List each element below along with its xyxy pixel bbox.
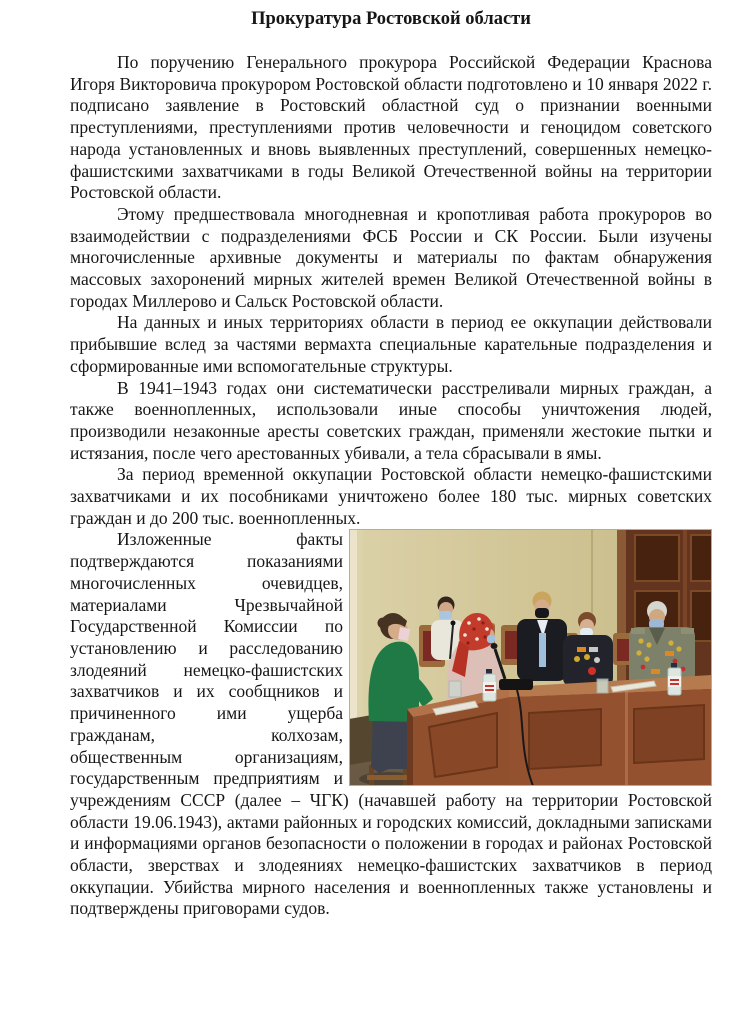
paragraph-1: По поручению Генерального прокурора Российской Федерации Краснова Игоря Викторовича прокурором Ростовской области подготовлено и 10 января 2022 г. подписано заявление в Ростовский областной суд о признании военными преступлениями, преступлениями против человечности и геноцидом советского народа установленных и вновь выявленных преступлений, совершенных немецко-фашистскими захватчиками в годы Великой Отечественной войны на территории Ростовской области. — [70, 52, 712, 203]
meeting-photo — [349, 529, 712, 786]
meeting-photo-illustration — [349, 529, 712, 786]
document-title: Прокуратура Ростовской области — [251, 9, 531, 29]
paragraph-6-with-photo — [70, 529, 712, 920]
paragraph-3: На данных и иных территориях области в период ее оккупации действовали прибывшие вслед за частями вермахта специальные карательные подразделения и сформированные ими вспомогательные структуры. — [70, 312, 712, 376]
paragraph-5: За период временной оккупации Ростовской области немецко-фашистскими захватчиками и их пособниками уничтожено более 180 тыс. мирных советских граждан и до 200 тыс. военнопленных. — [70, 464, 712, 528]
paragraph-4: В 1941–1943 годах они систематически расстреливали мирных граждан, а также военнопленных, использовали иные способы уничтожения людей, производили незаконные аресты советских граждан, применяли жестокие пытки и истязания, после чего арестованных убивали, а тела сбрасывали в ямы. — [70, 377, 712, 463]
paragraph-2: Этому предшествовала многодневная и кропотливая работа прокуроров во взаимодействии с подразделениями ФСБ России и СК России. Были изучены многочисленные архивные документы и материалы по фактам обнаружения массовых захоронений мирных жителей времен Великой Отечественной войны в городах Миллерово и Сальск Ростовской области. — [70, 203, 712, 311]
paragraph-6-text: Изложенные факты подтверждаются показаниями многочисленных очевидцев, материалами Чрезвычайной Государственной Комиссии по установлению и расследованию злодеяний немецко-фашистских захватчиков и их сообщников и причиненного ими ущерба гражданам, колхозам, общественным организациям, государственным предприятиям и учреждениям СССР (далее – ЧГК) (начавшей работу на территории Ростовской области 19.06.1943), актами районных и городских комиссий, докладными записками и информациями органов безопасности о положении в городах и районах Ростовской области, зверствах и злодеяниях немецко-фашистских захватчиков в период оккупации. Убийства мирного населения и военнопленных также установлены и подтверждены приговорами судов. — [70, 529, 712, 919]
